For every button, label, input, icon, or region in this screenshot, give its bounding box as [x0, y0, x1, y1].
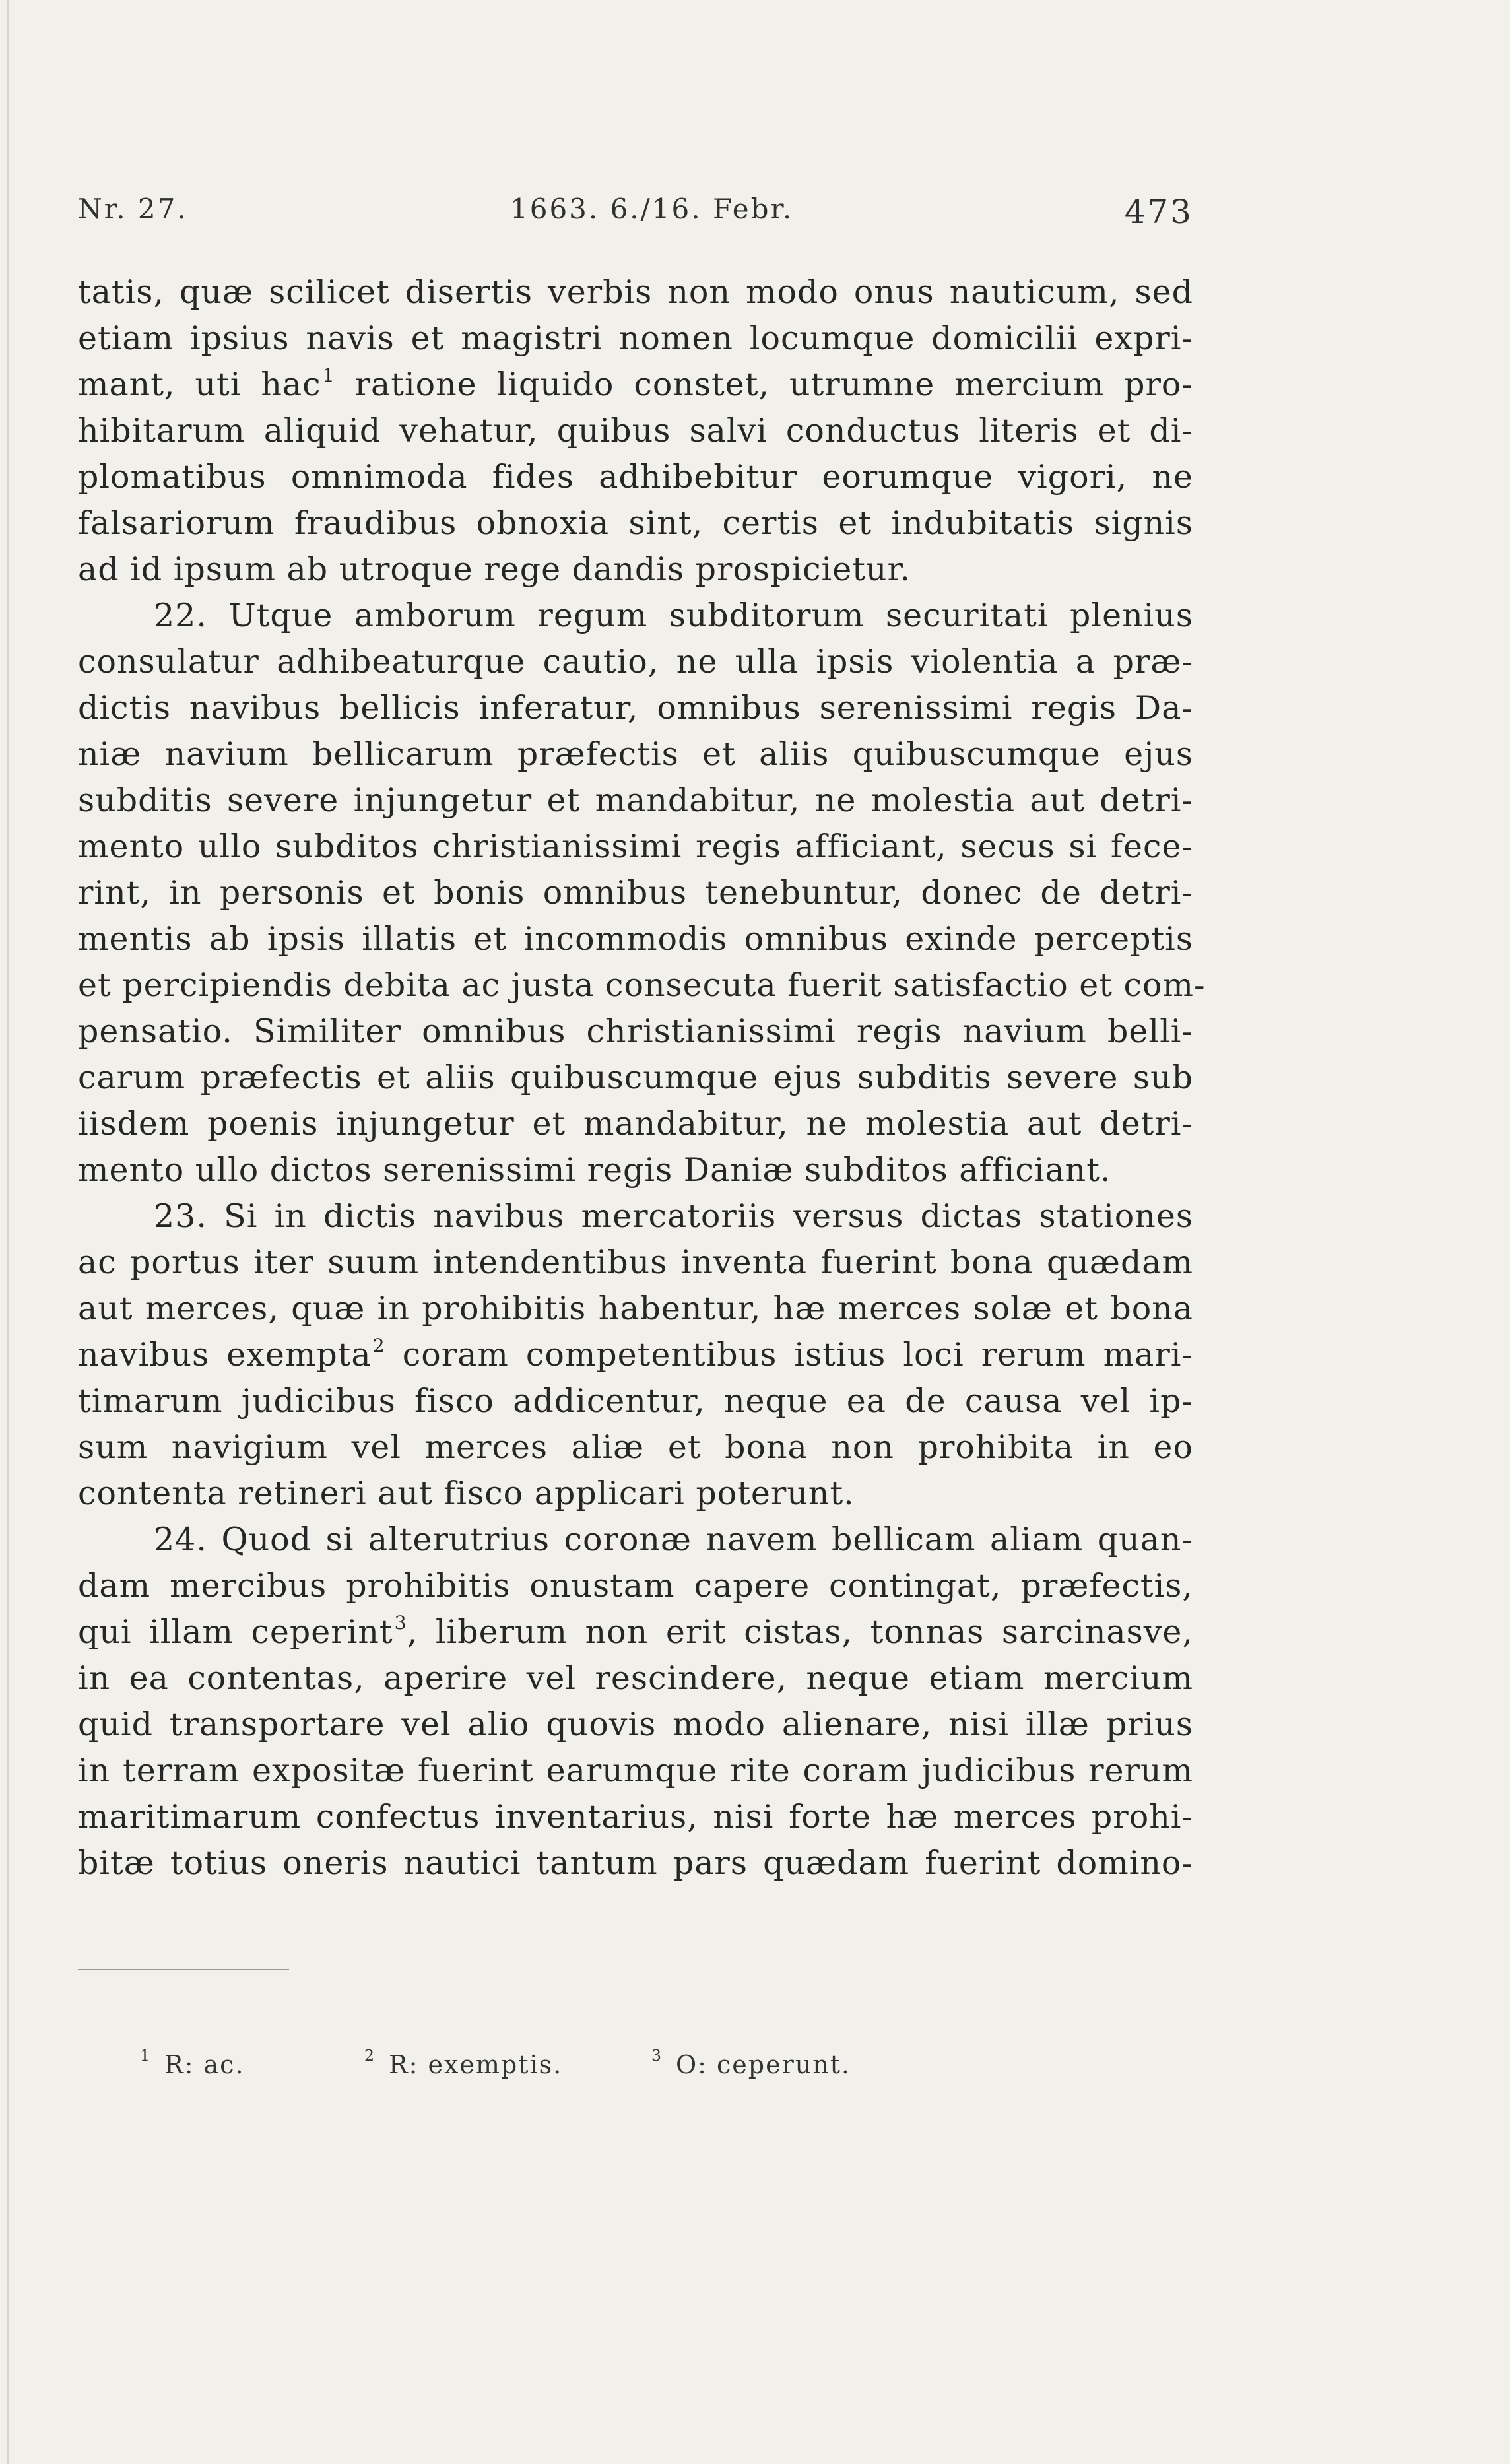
text-line: sum navigium vel merces aliæ et bona non prohibita in eo [78, 1428, 1193, 1466]
text-line: bitæ totius oneris nautici tantum pars quædam fuerint domino- [78, 1844, 1193, 1882]
text-line: dam mercibus prohibitis onustam capere contingat, præfectis, [78, 1567, 1193, 1605]
text-line: carum præfectis et aliis quibuscumque ejus subditis severe sub [78, 1059, 1193, 1096]
text-line: maritimarum confectus inventarius, nisi forte hæ merces prohi- [78, 1798, 1193, 1836]
footnote-1: $^1$ R: ac. [140, 2046, 245, 2079]
text-line: timarum judicibus fisco addicentur, neque ea de causa vel ip- [78, 1382, 1193, 1420]
text-line: tatis, quæ scilicet disertis verbis non modo onus nauticum, sed [78, 273, 1193, 311]
footnote-ref: 3 [394, 1611, 407, 1634]
page-edge [7, 0, 9, 2464]
document-number: Nr. 27. [78, 193, 188, 225]
section-23-start: 23. Si in dictis navibus mercatoriis versus dictas stationes [154, 1197, 1193, 1235]
footnote-ref: 2 [372, 1334, 385, 1356]
page-number: 473 [1124, 193, 1193, 231]
text-line: mentis ab ipsis illatis et incommodis omnibus exinde perceptis [78, 920, 1193, 958]
footnote-divider [78, 1969, 289, 1970]
text-line: pensatio. Similiter omnibus christianissimi regis navium belli- [78, 1013, 1193, 1050]
text-line: quid transportare vel alio quovis modo alienare, nisi illæ prius [78, 1706, 1193, 1743]
footnotes [139, 2046, 997, 2090]
document-date: 1663. 6./16. Febr. [510, 193, 794, 225]
text-line: ac portus iter suum intendentibus inventa fuerint bona quædam [78, 1244, 1193, 1281]
text-line: contenta retineri aut fisco applicari poterunt. [78, 1475, 855, 1512]
text-line: iisdem poenis injungetur et mandabitur, ne molestia aut detri- [78, 1105, 1193, 1143]
text-line: rint, in personis et bonis omnibus tenebuntur, donec de detri- [78, 874, 1193, 912]
text-line: consulatur adhibeaturque cautio, ne ulla ipsis violentia a præ- [78, 643, 1193, 681]
text-line: aut merces, quæ in prohibitis habentur, hæ merces solæ et bona [78, 1290, 1193, 1327]
text-line: mento ullo subditos christianissimi regis afficiant, secus si fece- [78, 828, 1193, 865]
running-header [78, 193, 1193, 232]
text-line: niæ navium bellicarum præfectis et aliis quibuscumque ejus [78, 735, 1193, 773]
text-line: plomatibus omnimoda fides adhibebitur eorumque vigori, ne [78, 458, 1193, 496]
text-line: dictis navibus bellicis inferatur, omnibus serenissimi regis Da- [78, 689, 1193, 727]
footnote-3: $^3$ O: ceperunt. [651, 2046, 851, 2079]
text-line: in ea contentas, aperire vel rescindere, neque etiam mercium [78, 1659, 1193, 1697]
section-22-start: 22. Utque amborum regum subditorum securitati plenius [154, 597, 1193, 634]
footnote-ref: 1 [322, 364, 335, 386]
text-line: hibitarum aliquid vehatur, quibus salvi conductus literis et di- [78, 412, 1193, 450]
text-line: in terram expositæ fuerint earumque rite coram judicibus rerum [78, 1752, 1193, 1789]
text-line: falsariorum fraudibus obnoxia sint, certis et indubitatis signis [78, 504, 1193, 542]
text-line: subditis severe injungetur et mandabitur, ne molestia aut detri- [78, 782, 1193, 819]
section-24-start: 24. Quod si alterutrius coronæ navem bellicam aliam quan- [154, 1521, 1193, 1558]
footnote-2: $^2$ R: exemptis. [364, 2046, 563, 2079]
text-line: mant, uti hac$^1$ ratione liquido constet, utrumne mercium pro- [78, 364, 1193, 403]
text-line: etiam ipsius navis et magistri nomen locumque domicilii expri- [78, 319, 1193, 357]
text-line: ad id ipsum ab utroque rege dandis prospicietur. [78, 550, 911, 588]
text-line: mento ullo dictos serenissimi regis Daniæ subditos afficiant. [78, 1151, 1111, 1189]
text-line: qui illam ceperint$^3$, liberum non erit cistas, tonnas sarcinasve, [78, 1611, 1193, 1651]
text-line: et percipiendis debita ac justa consecuta fuerit satisfactio et com- [78, 966, 1206, 1004]
text-line: navibus exempta$^2$ coram competentibus istius loci rerum mari- [78, 1334, 1193, 1374]
